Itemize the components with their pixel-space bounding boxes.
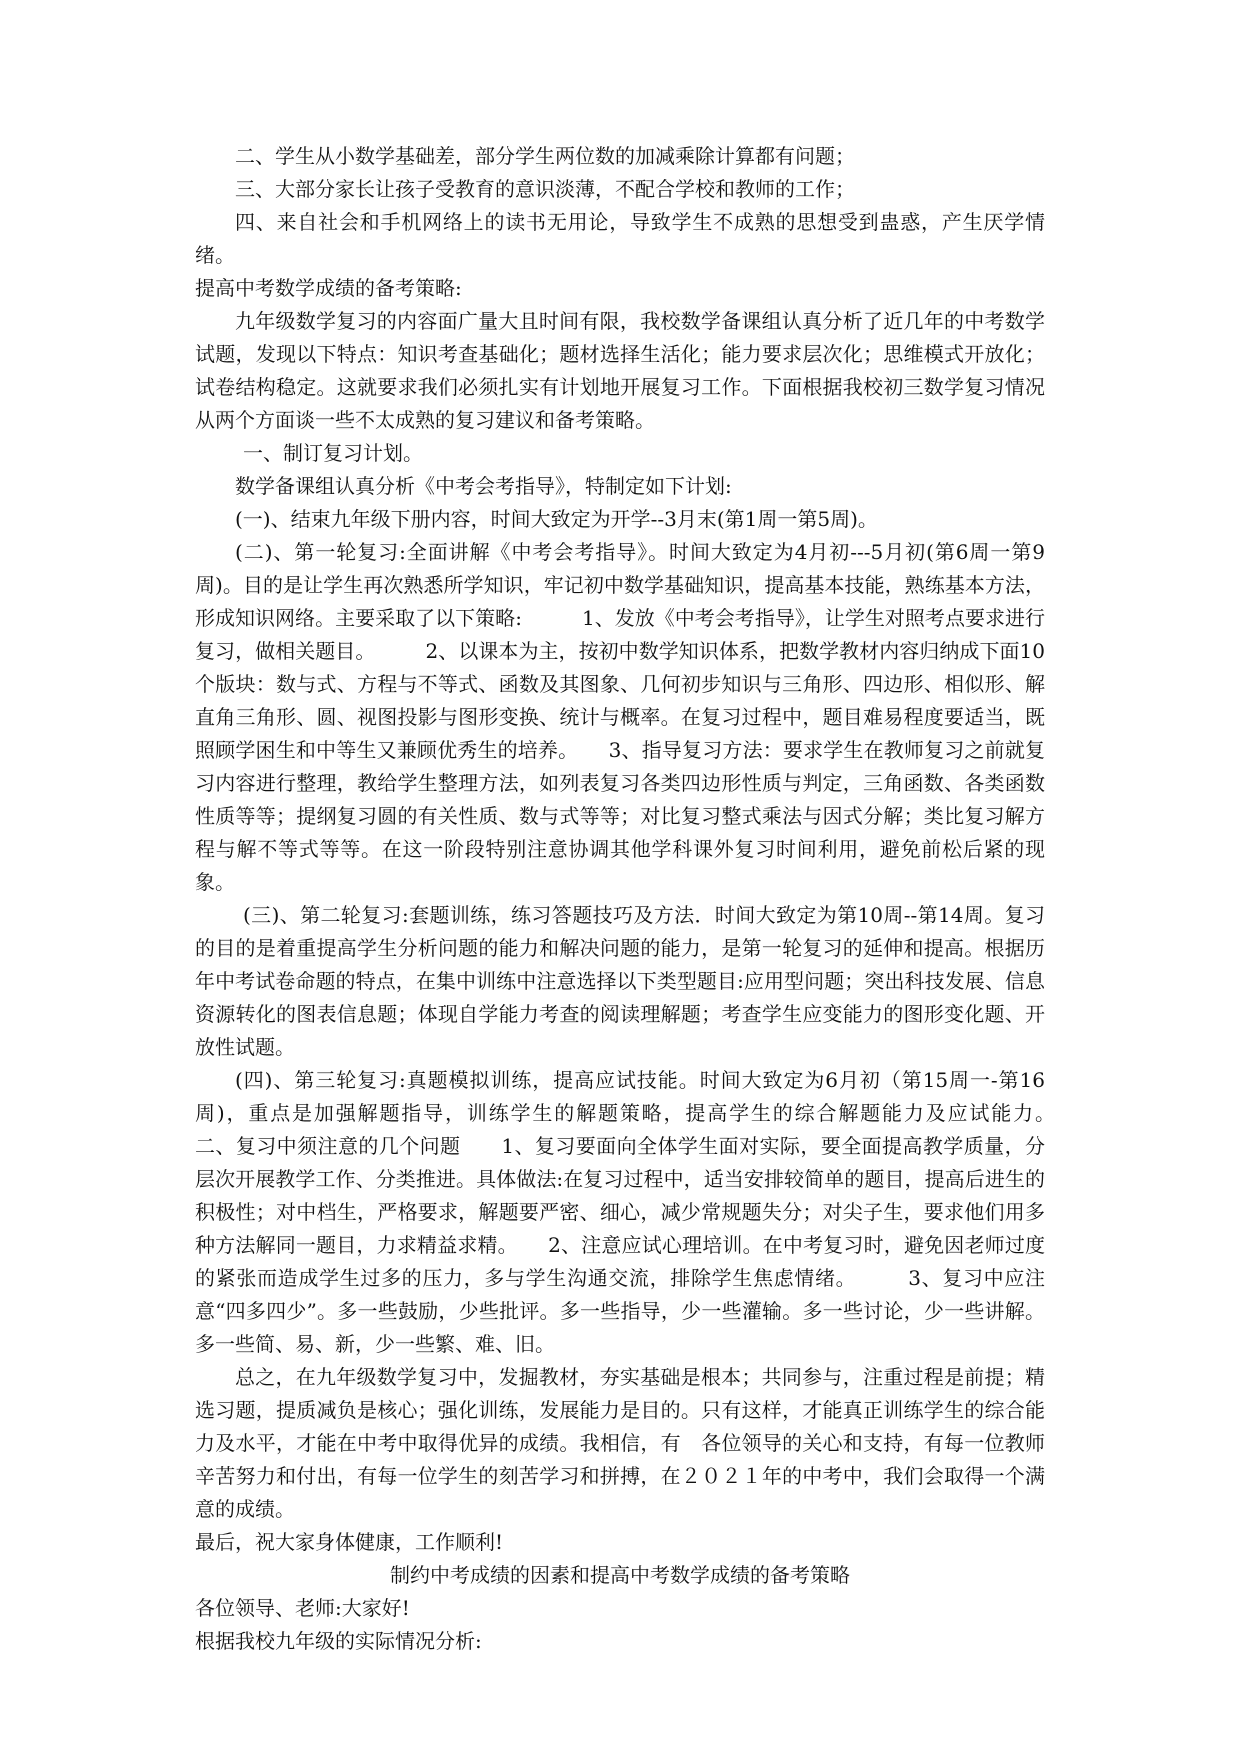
section-heading-strategy: 提高中考数学成绩的备考策略: (195, 276, 462, 300)
paragraph-point-four: 四、来自社会和手机网络上的读书无用论，导致学生不成熟的思想受到蛊惑，产生厌学情绪。 (195, 210, 1045, 267)
paragraph-plan-step-2: (二)、第一轮复习:全面讲解《中考会考指导》。时间大致定为4月初---5月初(第6周一第9周)。目的是让学生再次熟悉所学知识，牢记初中数学基础知识，提高基本技能，熟练基本方法，形成知识网络。主要采取了以下策略: 1、发放《中考会考指导》，让学生对照考点要求进行复习，做相关题目。 2、以课本为主，按初中数学知识体系，把数学教材内容归纳成下面10个版块：数与式、方程与不等式、函数及其图象、几何初步知识与三角形、四边形、相似形、解直角三角形、圆、视图投影与图形变换、统计与概率。在复习过程中，题目难易程度要适当，既照顾学困生和中等生又兼顾优秀生的培养。 3、指导复习方法：要求学生在教师复习之前就复习内容进行整理，教给学生整理方法，如列表复习各类四边形性质与判定，三角函数、各类函数性质等等；提纲复习圆的有关性质、数与式等等；对比复习整式乘法与因式分解；类比复习解方程与解不等式等等。在这一阶段特别注意协调其他学科课外复习时间利用，避免前松后紧的现象。 (195, 540, 1045, 894)
document-title: 制约中考成绩的因素和提高中考数学成绩的备考策略 (390, 1563, 850, 1587)
paragraph-plan-step-3: (三)、第二轮复习:套题训练，练习答题技巧及方法．时间大致定为第10周--第14周。复习的目的是着重提高学生分析问题的能力和解决问题的能力，是第一轮复习的延伸和提高。根据历年中考试卷命题的特点，在集中训练中注意选择以下类型题目:应用型问题；突出科技发展、信息资源转化的图表信息题；体现自学能力考查的阅读理解题；考查学生应变能力的图形变化题、开放性试题。 (195, 903, 1045, 1059)
paragraph-point-two: 二、学生从小数学基础差，部分学生两位数的加减乘除计算都有问题； (235, 144, 855, 168)
paragraph-closing-wish: 最后，祝大家身体健康，工作顺利! (195, 1530, 504, 1554)
paragraph-point-three: 三、大部分家长让孩子受教育的意识淡薄，不配合学校和教师的工作； (235, 177, 855, 201)
document-page (195, 140, 1105, 1658)
paragraph-conclusion: 总之，在九年级数学复习中，发掘教材，夯实基础是根本；共同参与，注重过程是前提；精选习题，提质减负是核心；强化训练，发展能力是目的。只有这样，才能真正训练学生的综合能力及水平，才能在中考中取得优异的成绩。我相信，有 各位领导的关心和支持，有每一位教师辛苦努力和付出，有每一位学生的刻苦学习和拼搏，在２０２１年的中考中，我们会取得一个满意的成绩。 (195, 1365, 1045, 1521)
paragraph-plan-intro: 数学备课组认真分析《中考会考指导》，特制定如下计划: (235, 474, 732, 498)
paragraph-analysis-intro: 根据我校九年级的实际情况分析: (195, 1629, 482, 1653)
salutation: 各位领导、老师:大家好! (195, 1596, 410, 1620)
paragraph-plan-step-1: (一)、结束九年级下册内容，时间大致定为开学--3月末(第1周一第5周)。 (235, 507, 878, 531)
paragraph-plan-step-4: (四)、第三轮复习:真题模拟训练，提高应试技能。时间大致定为6月初（第15周一-第16周)，重点是加强解题指导，训练学生的解题策略，提高学生的综合解题能力及应试能力。 二、复习中须注意的几个问题 1、复习要面向全体学生面对实际，要全面提高教学质量，分层次开展教学工作、分类推进。具体做法:在复习过程中，适当安排较简单的题目，提高后进生的积极性；对中档生，严格要求，解题要严密、细心，减少常规题失分；对尖子生，要求他们用多种方法解同一题目，力求精益求精。 2、注意应试心理培训。在中考复习时，避免因老师过度的紧张而造成学生过多的压力，多与学生沟通交流，排除学生焦虑情绪。 3、复习中应注意“四多四少”。多一些鼓励，少些批评。多一些指导，少一些灌输。多一些讨论，少一些讲解。多一些简、易、新，少一些繁、难、旧。 (195, 1068, 1105, 1356)
heading-review-plan: 一、制订复习计划。 (243, 441, 423, 465)
paragraph-intro: 九年级数学复习的内容面广量大且时间有限，我校数学备课组认真分析了近几年的中考数学试题，发现以下特点：知识考查基础化；题材选择生活化；能力要求层次化；思维模式开放化；试卷结构稳定。这就要求我们必须扎实有计划地开展复习工作。下面根据我校初三数学复习情况从两个方面谈一些不太成熟的复习建议和备考策略。 (195, 309, 1045, 432)
